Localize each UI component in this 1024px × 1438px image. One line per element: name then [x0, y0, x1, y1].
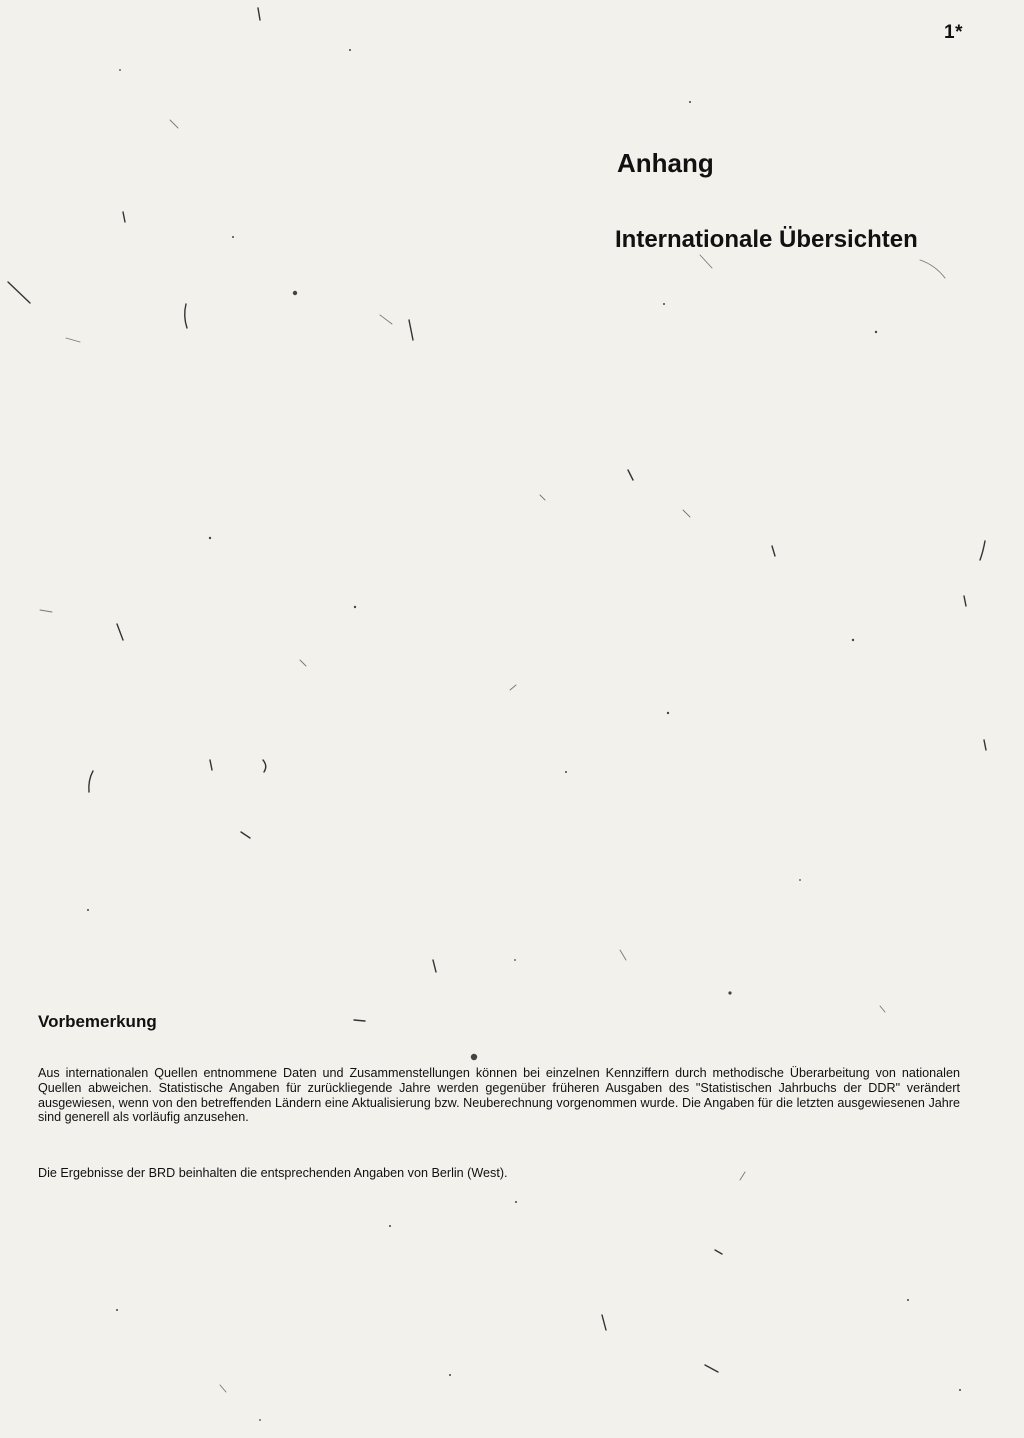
page-subtitle: Internationale Übersichten	[615, 226, 918, 253]
page-number: 1*	[944, 22, 963, 43]
page-title: Anhang	[617, 148, 714, 178]
preface-paragraph: Aus internationalen Quellen entnommene Daten und Zusammenstellungen können bei einzelnen Kennziffern durch methodische Überarbeitung von nationalen Quellen abweichen. Statistische Angaben für zurückliegende Jahre werden gegenüber früheren Ausgaben des "Statistischen Jahrbuchs der DDR" verändert ausgewiesen, wenn von den betreffenden Ländern eine Aktualisierung bzw. Neuberechnung vorgenommen wurde. Die Angaben für die letzten ausgewiesenen Jahre sind generell als vorläufig anzusehen.	[38, 1066, 960, 1125]
section-heading: Vorbemerkung	[38, 1012, 157, 1031]
note-paragraph: Die Ergebnisse der BRD beinhalten die entsprechenden Angaben von Berlin (West).	[38, 1166, 508, 1180]
